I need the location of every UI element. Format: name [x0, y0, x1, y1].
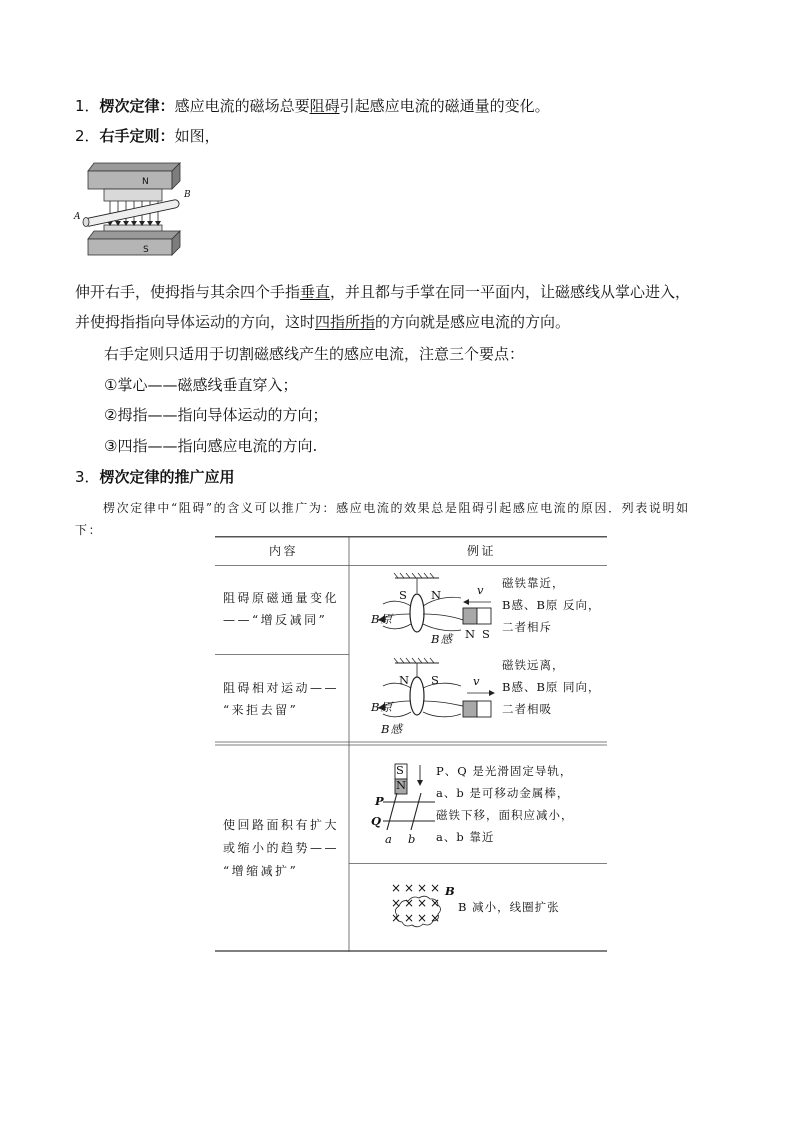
row-3-label-b: b — [408, 832, 417, 846]
row-1-desc-1: 磁铁靠近， — [502, 576, 565, 590]
field-cross-icon: × — [404, 896, 415, 910]
field-cross-icon: × — [430, 896, 441, 910]
row-3-desc-4: a、b 靠近 — [436, 830, 495, 844]
para-1-text-a: 伸开右手，使拇指与其余四个手指 — [75, 283, 301, 301]
row-4-label-b: B — [445, 884, 456, 898]
row-1-label-n: N — [431, 588, 443, 602]
row-2-content-line-1: 阻碍相对运动—— — [223, 681, 340, 695]
row-3-label-a: a — [385, 832, 393, 846]
item-2-title: 右手定则： — [99, 127, 175, 145]
para-1-underlined-c: 四指所指 — [315, 313, 376, 331]
right-hand-rule-figure — [72, 157, 200, 261]
item-2-text: 如图， — [174, 127, 220, 145]
row-2-label-n: N — [399, 673, 411, 687]
figure-label-south: S — [143, 245, 149, 255]
item-1-line — [75, 96, 550, 116]
para-1-text-b: ，并且都与手掌在同一平面内，让磁感线从掌心进入， — [330, 283, 691, 301]
row-3-desc-3: 磁铁下移，面积应减小， — [436, 808, 574, 822]
row-4-cross-grid — [391, 881, 451, 931]
row-1-desc-2: B感、B原 反向， — [502, 598, 601, 612]
lenz-law-table — [215, 536, 607, 952]
item-2-number: 2． — [75, 127, 100, 145]
intro-line-2: 下： — [75, 523, 103, 537]
row-3-label-n: N — [396, 778, 408, 792]
field-cross-icon: × — [430, 881, 441, 895]
intro-line-1: 楞次定律中“阻碍”的含义可以推广为：感应电流的效果总是阻碍引起感应电流的原因．列表说明如 — [103, 501, 690, 515]
row-3-label-q: Q — [371, 814, 383, 828]
item-3-title: 楞次定律的推广应用 — [99, 468, 235, 486]
row-2-label-v: v — [473, 674, 481, 688]
point-1: ①掌心——磁感线垂直穿入； — [104, 376, 298, 394]
field-cross-icon: × — [391, 881, 402, 895]
para-1-text-d: 的方向就是感应电流的方向。 — [375, 313, 571, 331]
row-3-label-s: S — [396, 763, 405, 777]
figure-label-b: B — [184, 190, 191, 200]
row-1-desc-3: 二者相斥 — [502, 620, 552, 634]
row-1-content-line-1: 阻碍原磁通量变化 — [223, 591, 340, 605]
field-cross-icon: × — [391, 911, 402, 925]
row-3-content-line-2: 或缩小的趋势—— — [223, 841, 340, 855]
field-cross-icon: × — [391, 896, 402, 910]
item-3-line — [75, 467, 235, 487]
field-cross-icon: × — [404, 881, 415, 895]
row-2-label-b-gan: B感 — [381, 722, 403, 736]
row-1-magnet-n: N — [465, 627, 477, 641]
row-2-desc-2: B感、B原 同向， — [502, 680, 601, 694]
paragraph-1-line-2 — [75, 312, 570, 332]
item-1-number: 1． — [75, 97, 100, 115]
para-1-text-c: 并使拇指指向导体运动的方向，这时 — [75, 313, 316, 331]
paragraph-1-line-1 — [75, 282, 690, 302]
row-1-content-line-2: ——“增反减同” — [223, 613, 328, 627]
row-1-magnet-s: S — [482, 627, 491, 641]
row-3-figure — [383, 764, 435, 830]
row-3-content-line-1: 使回路面积有扩大 — [223, 818, 340, 832]
figure-label-north: N — [142, 177, 149, 187]
row-2-label-s: S — [431, 673, 440, 687]
item-1-text: 感应电流的磁场总要 — [174, 97, 310, 115]
item-3-number: 3． — [75, 468, 100, 486]
item-1-text-end: 引起感应电流的磁通量的变化。 — [339, 97, 550, 115]
row-1-label-v: v — [477, 583, 485, 597]
para-1-underlined-a: 垂直 — [300, 283, 331, 301]
row-2-content-line-2: “来拒去留” — [223, 703, 299, 717]
point-2: ②拇指——指向导体运动的方向； — [104, 406, 328, 424]
paragraph-2: 右手定则只适用于切割磁感线产生的感应电流，注意三个要点： — [104, 345, 525, 363]
item-2-line — [75, 126, 220, 146]
row-3-content-line-3: “增缩减扩” — [223, 864, 299, 878]
header-content: 内容 — [269, 544, 299, 558]
header-example: 例证 — [467, 544, 497, 558]
row-1-label-b-yuan: B原 — [371, 612, 393, 626]
row-3-desc-2: a、b 是可移动金属棒， — [436, 786, 570, 800]
item-1-underlined: 阻碍 — [309, 97, 340, 115]
row-1-label-s: S — [399, 588, 408, 602]
row-3-desc-1: P、Q 是光滑固定导轨， — [436, 764, 573, 778]
item-1-title: 楞次定律： — [99, 97, 175, 115]
field-cross-icon: × — [417, 896, 428, 910]
row-1-label-b-gan: B感 — [431, 632, 453, 646]
point-3: ③四指——指向感应电流的方向. — [104, 437, 318, 455]
row-2-desc-1: 磁铁远离， — [502, 658, 565, 672]
field-cross-icon: × — [404, 911, 415, 925]
row-4-desc: B 减小，线圈扩张 — [458, 900, 560, 914]
field-cross-icon: × — [417, 911, 428, 925]
field-cross-icon: × — [430, 911, 441, 925]
figure-label-a: A — [74, 212, 81, 222]
row-2-desc-3: 二者相吸 — [502, 702, 552, 716]
row-2-label-b-yuan: B原 — [371, 700, 393, 714]
field-cross-icon: × — [417, 881, 428, 895]
row-3-label-p: P — [375, 794, 385, 808]
